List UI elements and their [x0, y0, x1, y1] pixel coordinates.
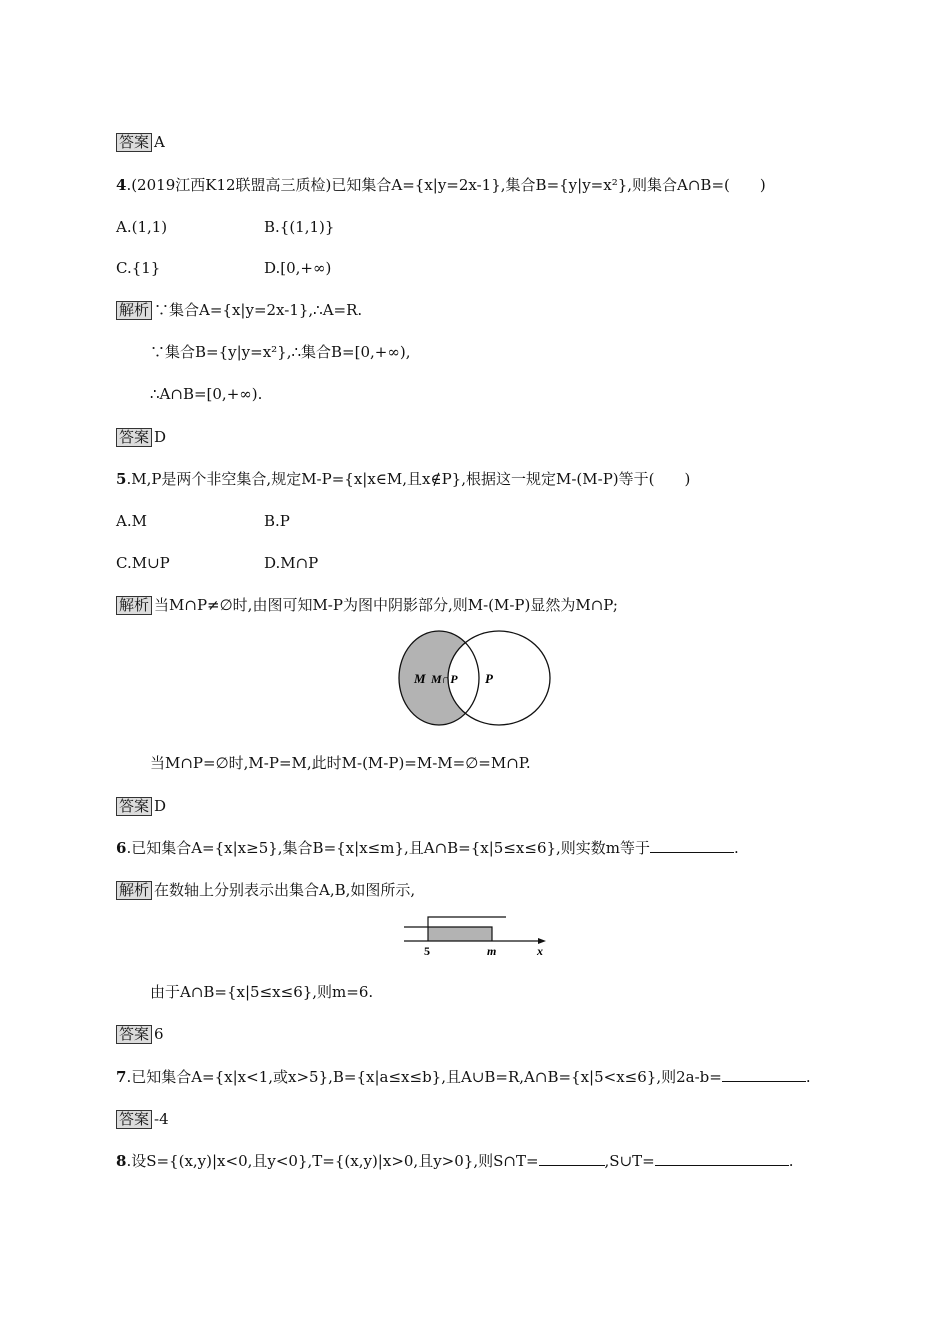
q4-answer	[116, 427, 166, 447]
question-number: 8	[116, 1152, 127, 1170]
analysis-label: 解析	[116, 881, 152, 900]
answer-value: D	[154, 797, 167, 815]
tick-label-m: m	[487, 944, 497, 958]
q4-analysis-1	[116, 300, 362, 320]
question-number: 6	[116, 839, 127, 857]
question-text: .已知集合A={x|x≥5},集合B={x|x≤m},且A∩B={x|5≤x≤6},则实数m等于	[126, 839, 651, 857]
answer-value: A	[154, 133, 165, 151]
q5-option-a: A.M	[116, 512, 147, 530]
q8-stem: 8.设S={(x,y)|x<0,且y<0},T={(x,y)|x>0,且y>0},则S∩T= ,S∪T= .	[116, 1152, 794, 1170]
q5-answer	[116, 796, 166, 816]
question-number: 7	[116, 1068, 127, 1086]
q6-analysis-1	[116, 880, 415, 900]
question-text: .(2019江西K12联盟高三质检)已知集合A={x|y=2x-1},集合B={y|y=x²},则集合A∩B=( )	[126, 176, 766, 194]
q6-answer	[116, 1024, 164, 1044]
venn-diagram	[395, 628, 555, 728]
q4-option-d: D.[0,+∞)	[264, 259, 332, 277]
q6-stem: 6.已知集合A={x|x≥5},集合B={x|x≤m},且A∩B={x|5≤x≤6},则实数m等于 .	[116, 839, 739, 857]
axis-label-x: x	[537, 944, 543, 958]
question-text: .设S={(x,y)|x<0,且y<0},T={(x,y)|x>0,且y>0},则S∩T=	[126, 1152, 539, 1170]
q5-option-b: B.P	[264, 512, 290, 530]
analysis-text: 当M∩P≠∅时,由图可知M-P为图中阴影部分,则M-(M-P)显然为M∩P;	[154, 596, 618, 614]
answer-label: 答案	[116, 133, 152, 152]
union-blank[interactable]	[655, 1151, 789, 1166]
answer-label: 答案	[116, 428, 152, 447]
answer-blank[interactable]	[722, 1067, 806, 1082]
q4-analysis-3: ∴A∩B=[0,+∞).	[150, 385, 263, 403]
venn-label-intersection: M∩P	[431, 672, 458, 686]
answer-blank[interactable]	[650, 838, 734, 853]
intersection-shade	[428, 927, 492, 941]
q5-option-c: C.M∪P	[116, 554, 170, 572]
answer-label: 答案	[116, 1110, 152, 1129]
answer-value: 6	[154, 1025, 164, 1043]
analysis-text: ∵集合A={x|y=2x-1},∴A=R.	[154, 301, 363, 319]
question-text: .M,P是两个非空集合,规定M-P={x|x∈M,且x∉P},根据这一规定M-(M-P)等于( )	[126, 470, 691, 488]
question-number: 5	[116, 470, 127, 488]
q5-stem	[116, 469, 690, 489]
q3-answer	[116, 132, 165, 152]
q7-stem: 7.已知集合A={x|x<1,或x>5},B={x|a≤x≤b},且A∪B=R,A∩B={x|5<x≤6},则2a-b= .	[116, 1068, 811, 1086]
venn-label-p: P	[485, 671, 493, 686]
number-line-diagram	[400, 912, 550, 960]
q5-option-d: D.M∩P	[264, 554, 319, 572]
tick-label-5: 5	[424, 944, 430, 958]
answer-label: 答案	[116, 1025, 152, 1044]
answer-value: -4	[154, 1110, 169, 1128]
answer-value: D	[154, 428, 167, 446]
q4-option-b: B.{(1,1)}	[264, 218, 335, 236]
q6-analysis-2: 由于A∩B={x|5≤x≤6},则m=6.	[150, 983, 374, 1001]
q5-analysis-2: 当M∩P=∅时,M-P=M,此时M-(M-P)=M-M=∅=M∩P.	[150, 754, 531, 772]
answer-label: 答案	[116, 797, 152, 816]
q4-stem	[116, 175, 766, 195]
question-text: .已知集合A={x|x<1,或x>5},B={x|a≤x≤b},且A∪B=R,A∩B={x|5<x≤6},则2a-b=	[126, 1068, 722, 1086]
q4-option-a: A.(1,1)	[116, 218, 168, 236]
intersection-blank[interactable]	[539, 1151, 605, 1166]
analysis-label: 解析	[116, 301, 152, 320]
analysis-text: 在数轴上分别表示出集合A,B,如图所示,	[154, 881, 416, 899]
q4-analysis-2: ∵集合B={y|y=x²},∴集合B=[0,+∞),	[150, 343, 411, 361]
question-number: 4	[116, 176, 127, 194]
analysis-label: 解析	[116, 596, 152, 615]
venn-label-m: M	[414, 671, 426, 686]
q5-analysis-1	[116, 595, 618, 615]
q4-option-c: C.{1}	[116, 259, 161, 277]
q7-answer	[116, 1109, 169, 1129]
